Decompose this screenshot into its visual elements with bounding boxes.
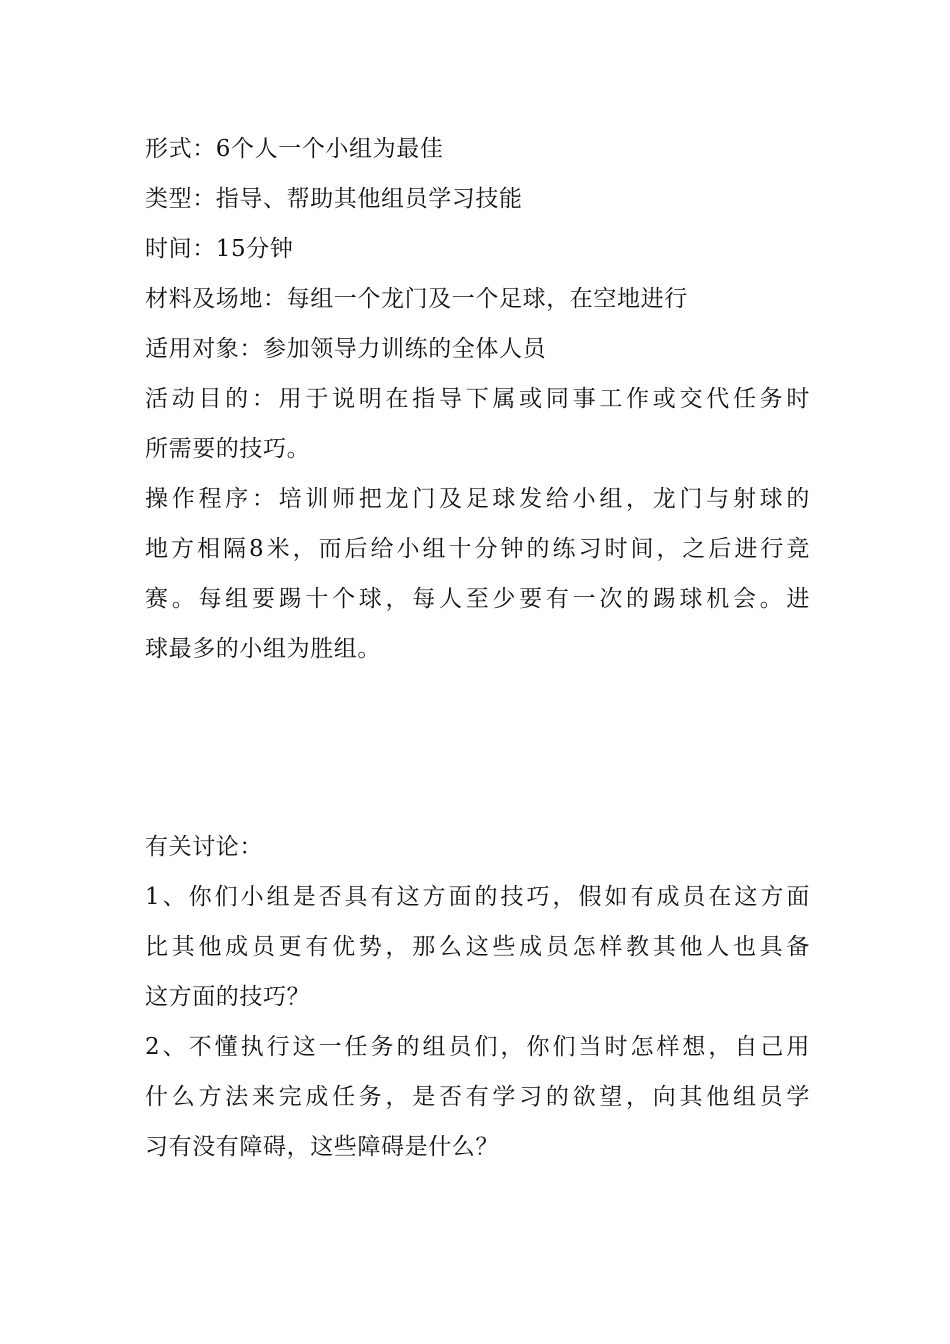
procedure-paragraph [145,474,810,674]
question-line: 2、不懂执行这一任务的组员们，你们当时怎样想，自己用 [145,1034,810,1060]
discussion-question-2 [145,1022,810,1172]
procedure-line: 地方相隔8米，而后给小组十分钟的练习时间，之后进行竞 [145,536,810,562]
procedure-line: 操作程序：培训师把龙门及足球发给小组，龙门与射球的 [145,486,810,512]
question-line: 什么方法来完成任务，是否有学习的欲望，向其他组员学 [145,1084,810,1110]
question-line: 这方面的技巧？ [145,984,311,1010]
type-line: 类型：指导、帮助其他组员学习技能 [145,186,523,212]
purpose-paragraph [145,374,810,474]
discussion-section [145,822,810,1172]
audience-line: 适用对象：参加领导力训练的全体人员 [145,336,547,362]
purpose-line: 活动目的：用于说明在指导下属或同事工作或交代任务时 [145,386,810,412]
activity-description [145,124,810,674]
procedure-line: 球最多的小组为胜组。 [145,636,381,662]
purpose-line: 所需要的技巧。 [145,436,311,462]
question-line: 1、你们小组是否具有这方面的技巧，假如有成员在这方面 [145,884,810,910]
materials-line: 材料及场地：每组一个龙门及一个足球，在空地进行 [145,286,688,312]
format-line: 形式：6个人一个小组为最佳 [145,136,444,162]
discussion-question-1 [145,872,810,1022]
time-line: 时间：15分钟 [145,236,294,262]
discussion-heading: 有关讨论： [145,834,263,860]
procedure-line: 赛。每组要踢十个球，每人至少要有一次的踢球机会。进 [145,586,810,612]
question-line: 习有没有障碍，这些障碍是什么？ [145,1134,499,1160]
question-line: 比其他成员更有优势，那么这些成员怎样教其他人也具备 [145,934,810,960]
